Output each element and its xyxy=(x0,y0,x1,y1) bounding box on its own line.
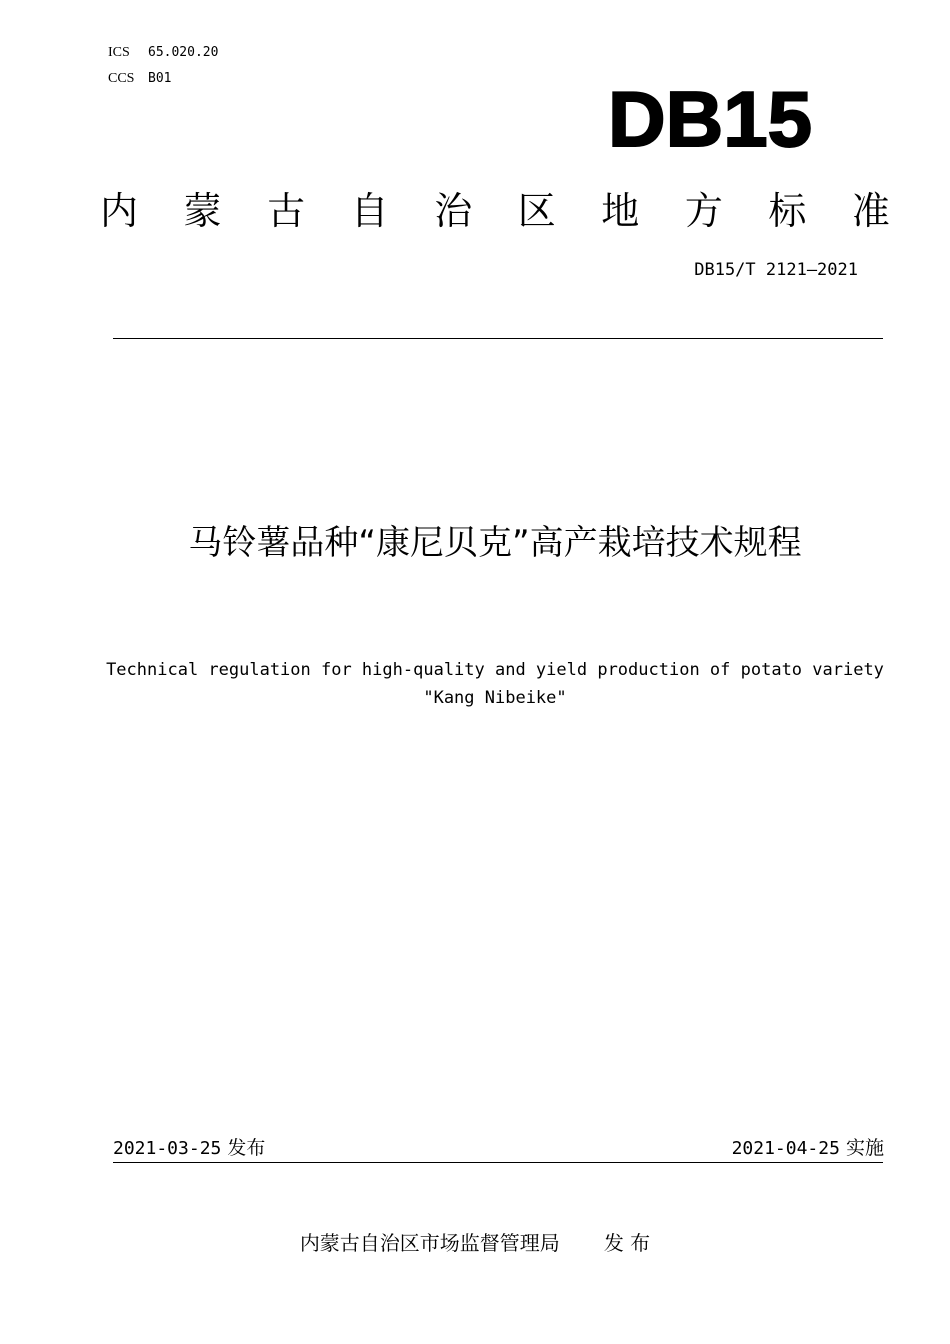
issuer-name: 内蒙古自治区市场监督管理局 xyxy=(299,1231,560,1255)
standard-type-char: 蒙 xyxy=(183,189,222,233)
standard-type-char: 治 xyxy=(434,189,473,233)
implement-date-label: 实施 xyxy=(845,1137,884,1159)
implement-date-value: 2021-04-25 xyxy=(731,1138,840,1159)
ccs-code-row xyxy=(108,71,171,87)
ics-label: ICS xyxy=(108,45,130,60)
standard-type-heading xyxy=(100,180,890,235)
standard-type-char: 地 xyxy=(601,189,640,233)
ics-value: 65.020.20 xyxy=(148,45,219,60)
implement-date xyxy=(732,1133,884,1160)
standard-number: DB15/T 2121—2021 xyxy=(694,260,858,280)
ccs-value: B01 xyxy=(148,71,172,86)
publish-date-value: 2021-03-25 xyxy=(113,1138,222,1159)
issuer-action: 发 布 xyxy=(603,1231,651,1255)
ccs-label: CCS xyxy=(108,71,135,86)
publish-date-label: 发布 xyxy=(227,1137,266,1159)
standard-type-char: 方 xyxy=(684,189,723,233)
standard-type-char: 标 xyxy=(768,189,807,233)
db15-logo xyxy=(600,78,820,158)
ics-code-row xyxy=(108,45,218,61)
footer-divider xyxy=(113,1162,883,1163)
document-title-chinese: 马铃薯品种“康尼贝克”高产栽培技术规程 xyxy=(188,523,802,563)
standard-type-char: 准 xyxy=(851,189,890,233)
standard-type-char: 古 xyxy=(267,189,306,233)
header-divider xyxy=(113,338,883,339)
standard-type-char: 自 xyxy=(350,189,389,233)
document-title-english: Technical regulation for high-quality and yield production of potato variety "Kang Nibeike" xyxy=(106,660,884,708)
issuing-authority xyxy=(0,1227,950,1256)
publish-date xyxy=(113,1133,265,1160)
db15-logo-text: DB15 xyxy=(608,78,812,158)
standard-type-char: 内 xyxy=(100,189,139,233)
standard-type-char: 区 xyxy=(517,189,556,233)
